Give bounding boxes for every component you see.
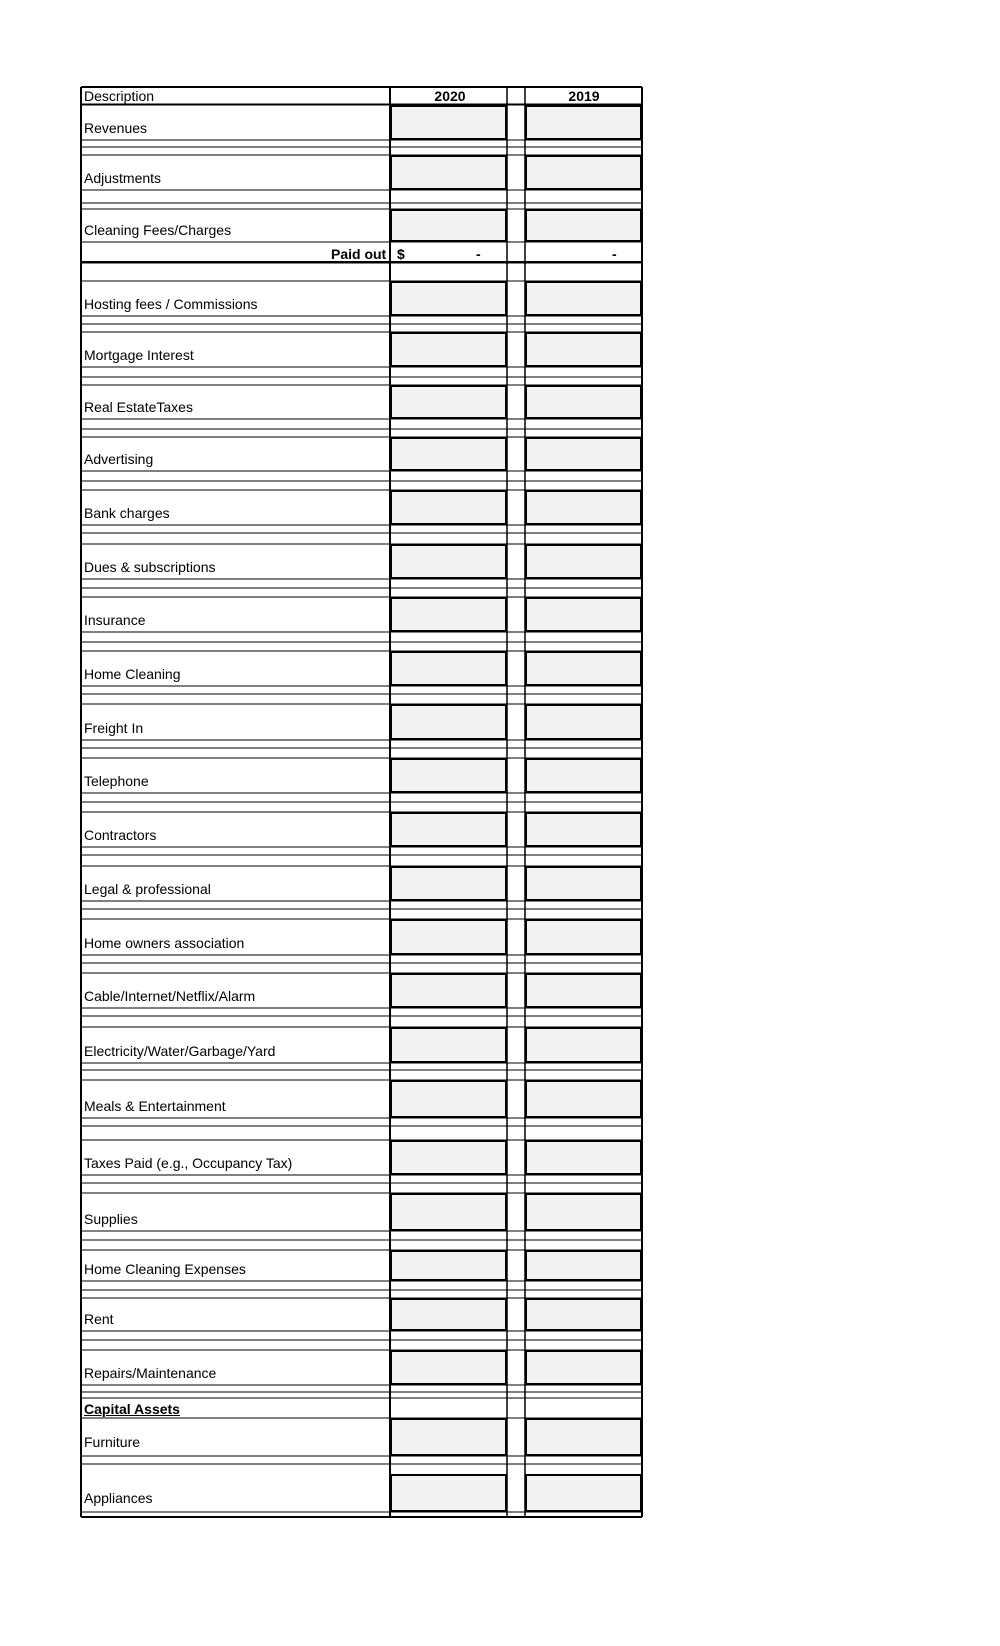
row-label: Dues & subscriptions <box>84 559 216 575</box>
input-2020[interactable] <box>390 332 507 367</box>
row-label: Home Cleaning <box>84 666 181 682</box>
row-label: Repairs/Maintenance <box>84 1365 217 1381</box>
input-2019[interactable] <box>525 105 642 140</box>
row-label: Taxes Paid (e.g., Occupancy Tax) <box>84 1155 293 1171</box>
input-2020[interactable] <box>390 281 507 316</box>
input-2020[interactable] <box>390 1250 507 1281</box>
input-2019[interactable] <box>525 437 642 471</box>
paid-out-currency: $ <box>397 246 405 262</box>
input-2019[interactable] <box>525 704 642 740</box>
paid-out-value-2019: - <box>612 246 617 262</box>
input-2019[interactable] <box>525 866 642 901</box>
row-label: Freight In <box>84 720 144 736</box>
input-2020[interactable] <box>390 490 507 525</box>
paid-out-label: Paid out <box>331 246 387 262</box>
input-2020[interactable] <box>390 919 507 955</box>
input-2019[interactable] <box>525 651 642 686</box>
input-2019[interactable] <box>525 281 642 316</box>
row-label: Advertising <box>84 451 154 467</box>
input-2020[interactable] <box>390 651 507 686</box>
row-label: Revenues <box>84 120 148 136</box>
description-header: Description <box>84 88 155 104</box>
row-label: Electricity/Water/Garbage/Yard <box>84 1043 276 1059</box>
input-2019[interactable] <box>525 1350 642 1385</box>
input-2020[interactable] <box>390 812 507 847</box>
row-label: Adjustments <box>84 170 162 186</box>
row-label: Supplies <box>84 1211 138 1227</box>
input-2019[interactable] <box>525 385 642 419</box>
input-2019[interactable] <box>525 758 642 793</box>
input-2020[interactable] <box>390 1027 507 1063</box>
input-2020[interactable] <box>390 105 507 140</box>
capital-asset-label: Appliances <box>84 1490 153 1506</box>
row-label: Rent <box>84 1311 114 1327</box>
year-2019-header: 2019 <box>568 88 600 104</box>
input-2019[interactable] <box>525 209 642 242</box>
input-2019[interactable] <box>525 1080 642 1118</box>
input-2019[interactable] <box>525 1418 642 1456</box>
input-2019[interactable] <box>525 812 642 847</box>
row-label: Mortgage Interest <box>84 347 194 363</box>
input-2020[interactable] <box>390 1474 507 1512</box>
input-2020[interactable] <box>390 437 507 471</box>
input-2019[interactable] <box>525 973 642 1008</box>
input-2020[interactable] <box>390 866 507 901</box>
row-label: Legal & professional <box>84 881 211 897</box>
input-2019[interactable] <box>525 597 642 632</box>
input-2020[interactable] <box>390 155 507 190</box>
input-2020[interactable] <box>390 704 507 740</box>
row-label: Contractors <box>84 827 157 843</box>
input-2019[interactable] <box>525 332 642 367</box>
input-2019[interactable] <box>525 544 642 579</box>
input-2019[interactable] <box>525 1250 642 1281</box>
input-2019[interactable] <box>525 1027 642 1063</box>
input-2020[interactable] <box>390 385 507 419</box>
paid-out-value-2020: - <box>476 246 481 262</box>
input-2019[interactable] <box>525 1193 642 1231</box>
row-label: Home Cleaning Expenses <box>84 1261 246 1277</box>
input-2020[interactable] <box>390 544 507 579</box>
row-label: Meals & Entertainment <box>84 1098 226 1114</box>
input-2020[interactable] <box>390 1140 507 1175</box>
input-2020[interactable] <box>390 1350 507 1385</box>
input-2020[interactable] <box>390 973 507 1008</box>
input-2019[interactable] <box>525 490 642 525</box>
row-label: Cable/Internet/Netflix/Alarm <box>84 988 256 1004</box>
capital-assets-heading: Capital Assets <box>84 1401 180 1417</box>
row-label: Hosting fees / Commissions <box>84 296 258 312</box>
input-2020[interactable] <box>390 1298 507 1331</box>
row-label: Bank charges <box>84 505 170 521</box>
input-2020[interactable] <box>390 758 507 793</box>
row-label: Home owners association <box>84 935 245 951</box>
input-2019[interactable] <box>525 1474 642 1512</box>
input-2019[interactable] <box>525 1298 642 1331</box>
input-2020[interactable] <box>390 597 507 632</box>
row-label: Real EstateTaxes <box>84 399 193 415</box>
input-2020[interactable] <box>390 1418 507 1456</box>
row-label: Telephone <box>84 773 149 789</box>
input-2020[interactable] <box>390 1080 507 1118</box>
capital-asset-label: Furniture <box>84 1434 141 1450</box>
input-2020[interactable] <box>390 209 507 242</box>
input-2019[interactable] <box>525 155 642 190</box>
input-2019[interactable] <box>525 919 642 955</box>
row-label: Insurance <box>84 612 146 628</box>
year-2020-header: 2020 <box>434 88 466 104</box>
input-2019[interactable] <box>525 1140 642 1175</box>
input-2020[interactable] <box>390 1193 507 1231</box>
row-label: Cleaning Fees/Charges <box>84 222 232 238</box>
